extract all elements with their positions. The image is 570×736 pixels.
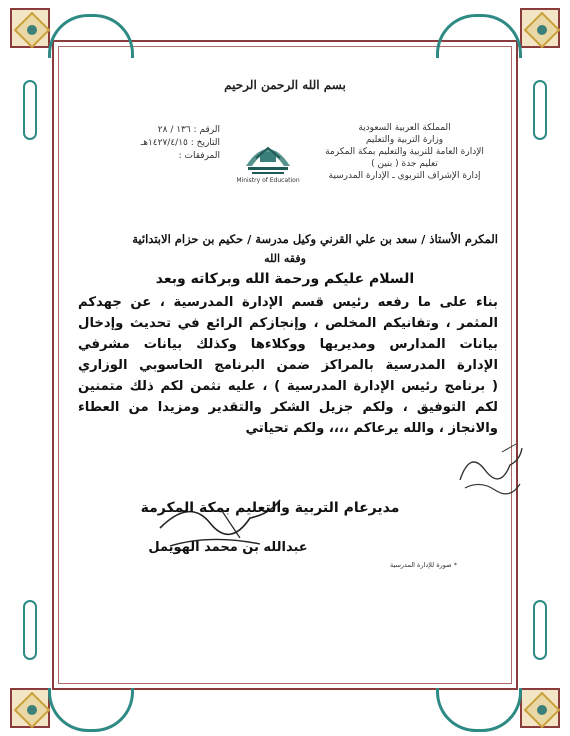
letter-body xyxy=(78,292,498,439)
letterhead-line: الإدارة العامة للتربية والتعليم بمكة المكرمة xyxy=(325,147,484,157)
addressee: المكرم الأستاذ / سعد بن علي القرني وكيل مدرسة / حكيم بن حزام الابتدائية xyxy=(132,232,498,246)
ministry-logo-icon xyxy=(238,128,298,178)
letterhead-line: وزارة التربية والتعليم xyxy=(365,135,444,145)
swirl-ornament-icon xyxy=(436,688,522,732)
swirl-ornament-icon xyxy=(436,14,522,58)
body-line: المثمر ، وتفانيكم المخلص ، وإنجازكم الرائع في تحديث وإدخال xyxy=(78,316,498,331)
body-line: بيانات المدارس ومديريها ووكلاءها وكذلك بيانات مشرفي xyxy=(78,337,498,352)
letterhead-line: إدارة الإشراف التربوي ـ الإدارة المدرسية xyxy=(328,171,481,181)
letterhead-ministry xyxy=(317,122,492,182)
corner-ornament-icon xyxy=(520,8,560,48)
addressee-blessing: وفقه الله xyxy=(264,252,306,265)
swirl-ornament-icon xyxy=(48,14,134,58)
body-line: الإدارة المدرسية بالمراكز ضمن البرنامج الحاسوبي الوزاري xyxy=(78,358,498,373)
basmala: بسم الله الرحمن الرحيم xyxy=(224,78,346,92)
greeting: السلام عليكم ورحمة الله وبركاته وبعد xyxy=(155,271,415,287)
body-line: والانجاز ، والله يرعاكم ،،،، ولكم تحياتي xyxy=(245,421,498,436)
attachments-label: المرفقات : xyxy=(178,151,220,161)
swirl-ornament-icon xyxy=(48,688,134,732)
letterhead-line: تعليم جدة ( بنين ) xyxy=(371,159,438,169)
signatory-title: مديرعام التربية والتعليم بمكة المكرمة xyxy=(140,500,400,516)
corner-ornament-icon xyxy=(10,8,50,48)
body-line: لكم التوفيق ، ولكم جزيل الشكر والتقدير ومزيدا من العطاء xyxy=(78,400,498,415)
corner-ornament-icon xyxy=(520,688,560,728)
reference-block xyxy=(110,124,220,163)
body-line: ( برنامج رئيس الإدارة المدرسية ) ، عليه نثمن لكم ذلك متمنين xyxy=(78,379,498,394)
handwritten-mark-icon xyxy=(450,440,530,500)
side-ornament-icon xyxy=(533,600,547,660)
signatory-name: عبدالله بن محمد الهويمل xyxy=(148,540,308,555)
corner-ornament-icon xyxy=(10,688,50,728)
body-line: بناء على ما رفعه رئيس قسم الإدارة المدرسية ، عن جهدكم xyxy=(78,295,498,310)
reference-date: التاريخ : ١٤٢٧/٤/١٥هـ xyxy=(140,138,220,148)
letterhead-line: المملكة العربية السعودية xyxy=(358,123,451,133)
logo-caption: Ministry of Education xyxy=(236,177,300,184)
cc-note: * صورة للإدارة المدرسية xyxy=(390,561,457,569)
reference-number: الرقم : ١٣٦ / ٢٨ xyxy=(157,125,220,135)
side-ornament-icon xyxy=(23,600,37,660)
